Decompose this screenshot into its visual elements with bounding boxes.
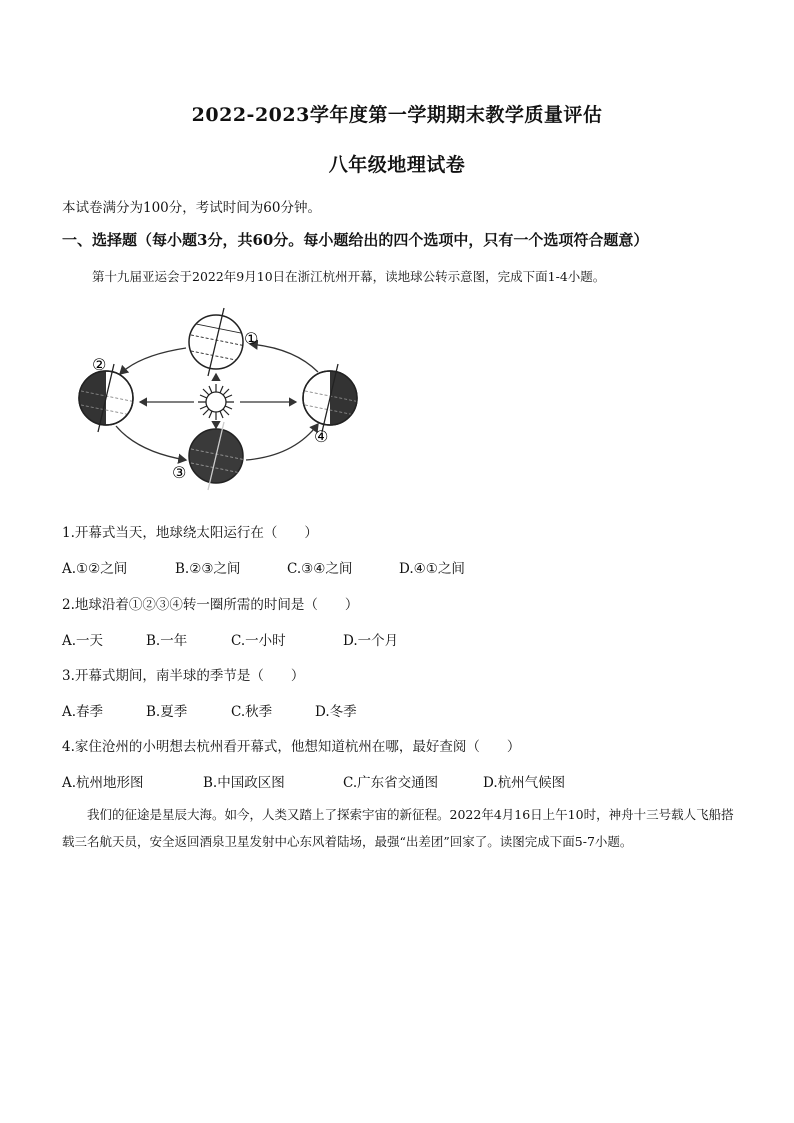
question-4-option-b[interactable]: B.中国政区图 (203, 775, 285, 791)
earth-position-2 (76, 364, 136, 432)
question-4-option-d[interactable]: D.杭州气候图 (483, 775, 566, 791)
section-heading: 一、选择题（每小题3分，共60分。每小题给出的四个选项中，只有一个选项符合题意） (62, 231, 649, 249)
earth-position-4 (300, 364, 360, 432)
section-intro: 第十九届亚运会于2022年9月10日在浙江杭州开幕，读地球公转示意图，完成下面1-4小题。 (92, 269, 606, 284)
question-1-option-d[interactable]: D.④①之间 (399, 561, 465, 577)
label-position-2: ② (92, 355, 107, 374)
label-position-3: ③ (172, 463, 187, 482)
question-3-stem: 3.开幕式期间，南半球的季节是（ ） (62, 668, 305, 684)
question-4-stem: 4.家住沧州的小明想去杭州看开幕式，他想知道杭州在哪，最好查阅（ ） (62, 739, 521, 755)
question-2-option-a[interactable]: A.一天 (62, 633, 104, 649)
question-2-stem: 2.地球沿着①②③④转一圈所需的时间是（ ） (62, 597, 359, 613)
exam-title: 2022-2023学年度第一学期期末教学质量评估 (191, 104, 603, 126)
question-1-option-b[interactable]: B.②③之间 (175, 561, 241, 577)
question-1-option-c[interactable]: C.③④之间 (287, 561, 353, 577)
question-3-option-c[interactable]: C.秋季 (231, 704, 273, 720)
question-2-option-b[interactable]: B.一年 (146, 633, 188, 649)
question-2-option-c[interactable]: C.一小时 (231, 633, 286, 649)
question-1-option-a[interactable]: A.①②之间 (62, 561, 128, 577)
exam-subtitle: 八年级地理试卷 (328, 154, 466, 176)
question-3-option-b[interactable]: B.夏季 (146, 704, 188, 720)
question-2-option-d[interactable]: D.一个月 (343, 633, 399, 649)
earth-revolution-diagram (68, 300, 378, 500)
earth-position-1 (186, 308, 246, 376)
sun-icon (198, 384, 234, 420)
label-position-4: ④ (314, 427, 329, 446)
exam-info: 本试卷满分为100分，考试时间为60分钟。 (62, 200, 321, 216)
question-3-option-d[interactable]: D.冬季 (315, 704, 357, 720)
question-1-stem: 1.开幕式当天，地球绕太阳运行在（ ） (62, 525, 318, 541)
label-position-1: ① (244, 329, 259, 348)
question-4-option-a[interactable]: A.杭州地形图 (62, 775, 144, 791)
question-4-option-c[interactable]: C.广东省交通图 (343, 775, 439, 791)
reading-passage: 我们的征途是星辰大海。如今，人类又踏上了探索宇宙的新征程。2022年4月16日上午10时，神舟十三号载人飞船搭载三名航天员，安全返回酒泉卫星发射中心东风着陆场，最强“出差团”回家了。读图完成下面5-7小题。 (62, 807, 734, 849)
earth-position-3 (186, 422, 246, 490)
question-3-option-a[interactable]: A.春季 (62, 704, 104, 720)
